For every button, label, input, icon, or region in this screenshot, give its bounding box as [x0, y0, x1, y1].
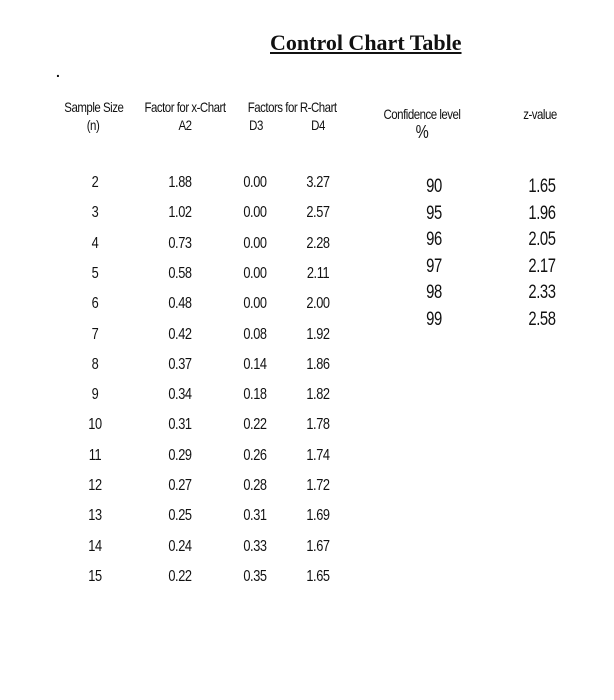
factor-cell-n: 14	[88, 537, 102, 555]
factor-cell-d4: 2.11	[306, 264, 330, 282]
header-confidence-label: Confidence level	[383, 106, 461, 122]
factor-cell-n: 15	[88, 567, 102, 585]
factor-cell-a2: 0.24	[168, 537, 192, 555]
confidence-cell-level: 97	[426, 255, 442, 277]
factor-cell-d3: 0.00	[243, 264, 267, 282]
confidence-cell-level: 99	[426, 308, 442, 330]
factor-cell-n: 10	[88, 416, 102, 434]
header-z-value: z-value	[523, 106, 557, 122]
factor-cell-a2: 0.48	[168, 295, 192, 313]
factor-cell-d4: 1.78	[306, 416, 330, 434]
factor-cell-d3: 0.26	[243, 446, 267, 464]
factor-cell-d4: 3.27	[306, 174, 330, 191]
header-confidence	[379, 105, 464, 141]
confidence-cell-level: 96	[426, 229, 442, 250]
factor-cell-a2: 0.29	[168, 446, 192, 464]
header-d3: D3	[249, 117, 263, 133]
factor-cell-d3: 0.18	[243, 386, 267, 404]
header-xchart-label: Factor for x-Chart	[144, 99, 226, 115]
factor-cell-d4: 1.69	[306, 507, 330, 525]
header-confidence-percent: %	[415, 122, 429, 142]
factor-cell-d4: 1.82	[306, 386, 330, 404]
header-rchart-label: Factors for R-Chart	[247, 99, 337, 115]
factor-cell-n: 7	[91, 325, 99, 343]
factor-cell-d3: 0.31	[243, 507, 267, 525]
factor-cell-d4: 1.72	[306, 477, 330, 494]
factor-cell-d4: 1.92	[306, 325, 330, 343]
factor-cell-d3: 0.35	[243, 567, 267, 585]
header-sample-size-label: Sample Size	[64, 99, 124, 115]
factor-cell-n: 8	[91, 355, 99, 373]
factor-cell-a2: 0.22	[168, 567, 192, 585]
header-d4: D4	[311, 117, 325, 133]
factor-cell-n: 2	[91, 174, 99, 191]
factor-cell-n: 4	[91, 234, 99, 252]
factor-cell-d3: 0.00	[243, 234, 267, 252]
confidence-cell-z: 2.17	[528, 255, 556, 277]
factor-cell-a2: 0.73	[168, 234, 192, 252]
factor-cell-d3: 0.28	[243, 477, 267, 494]
header-sample-size-symbol: (n)	[86, 117, 100, 133]
factor-cell-a2: 1.88	[168, 174, 192, 191]
factor-cell-d3: 0.14	[243, 355, 267, 373]
factor-cell-d3: 0.08	[243, 325, 267, 343]
factor-cell-d3: 0.22	[243, 416, 267, 434]
confidence-cell-z: 2.05	[528, 229, 556, 250]
factor-cell-n: 13	[88, 507, 102, 525]
factor-cell-a2: 0.34	[168, 386, 192, 404]
factor-cell-n: 3	[91, 204, 99, 222]
factor-cell-d3: 0.00	[243, 295, 267, 313]
header-xchart-a2: A2	[178, 117, 192, 133]
factor-cell-d3: 0.00	[243, 204, 267, 222]
header-rchart	[248, 98, 337, 116]
factor-cell-d4: 1.86	[306, 355, 330, 373]
factor-cell-a2: 0.27	[168, 477, 192, 494]
confidence-cell-level: 95	[426, 202, 442, 224]
factor-cell-a2: 0.31	[168, 416, 192, 434]
header-xchart	[144, 98, 226, 134]
page-title: Control Chart Table	[270, 30, 462, 55]
factor-cell-a2: 0.37	[168, 355, 192, 373]
factor-cell-d4: 1.67	[306, 537, 330, 555]
confidence-cell-z: 1.96	[528, 202, 556, 224]
factor-cell-a2: 0.25	[168, 507, 192, 525]
confidence-cell-z: 2.58	[528, 308, 556, 330]
factor-cell-n: 12	[88, 477, 102, 494]
factor-cell-d3: 0.00	[243, 174, 267, 191]
factor-cell-d4: 1.74	[306, 446, 330, 464]
factor-cell-n: 6	[91, 295, 99, 313]
factor-cell-d4: 1.65	[306, 567, 330, 585]
factor-cell-n: 9	[91, 386, 99, 404]
factor-cell-d4: 2.28	[306, 234, 330, 252]
factor-cell-d4: 2.00	[306, 295, 330, 313]
factor-cell-n: 11	[88, 446, 102, 464]
factor-cell-n: 5	[91, 264, 99, 282]
factor-cell-d3: 0.33	[243, 537, 267, 555]
factor-cell-a2: 0.58	[168, 264, 192, 282]
confidence-cell-z: 1.65	[528, 176, 556, 197]
factor-cell-a2: 1.02	[168, 204, 192, 222]
header-sample-size	[64, 98, 124, 134]
confidence-cell-level: 90	[426, 176, 442, 197]
bullet-marker: .	[56, 64, 60, 80]
confidence-cell-z: 2.33	[528, 282, 556, 303]
factor-cell-a2: 0.42	[168, 325, 192, 343]
factor-cell-d4: 2.57	[306, 204, 330, 222]
confidence-cell-level: 98	[426, 282, 442, 303]
